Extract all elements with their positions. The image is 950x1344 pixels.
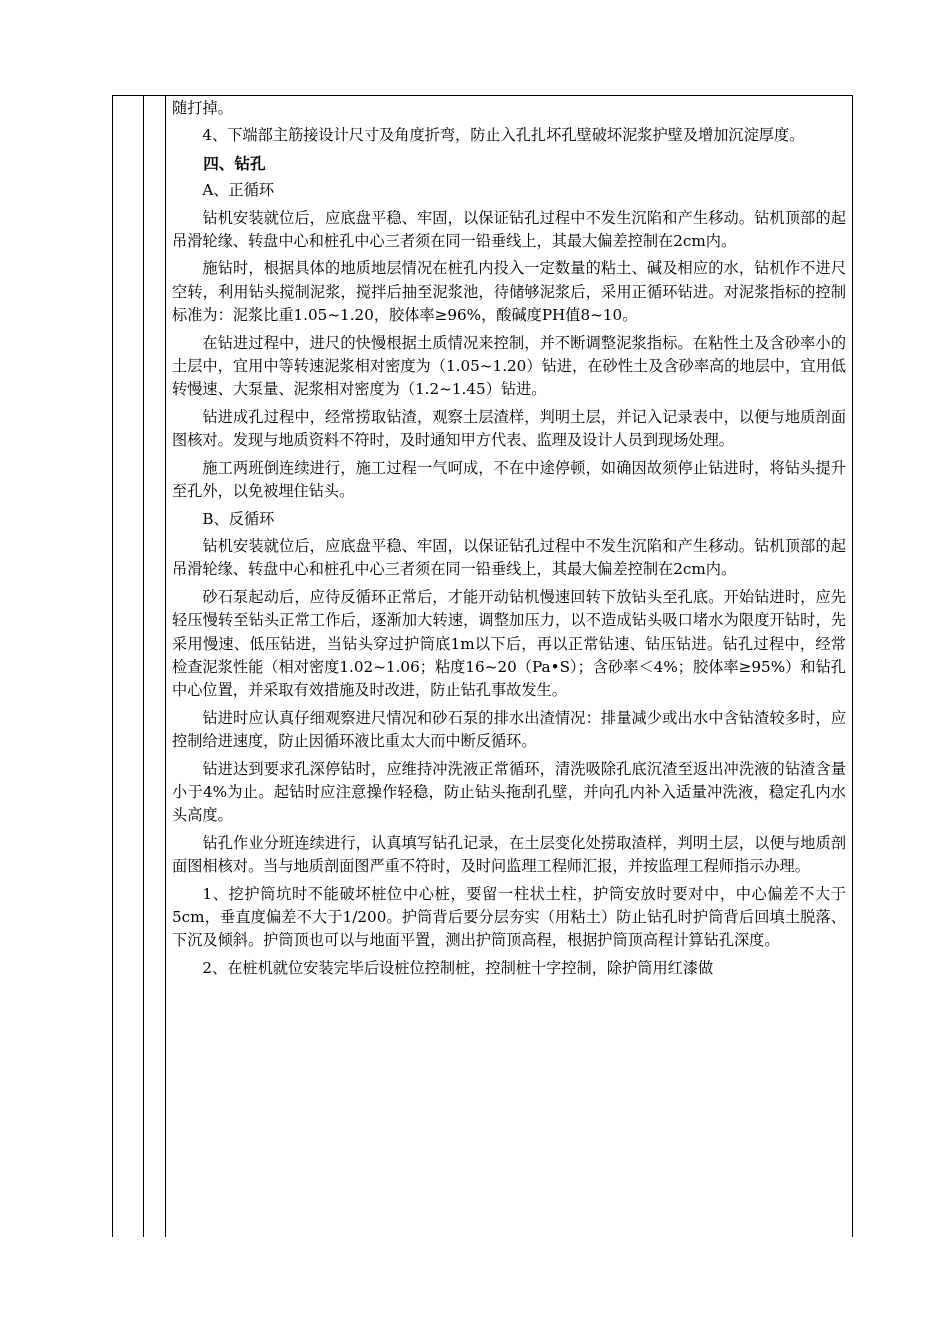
column-divider-1	[143, 95, 144, 1237]
paragraph: 钻进成孔过程中，经常捞取钻渣，观察土层渣样，判明土层，并记入记录表中，以便与地质剖面图核对。发现与地质资料不符时，及时通知甲方代表、监理及设计人员到现场处理。	[172, 407, 846, 450]
paragraph: 钻进达到要求孔深停钻时，应维持冲洗液正常循环，清洗吸除孔底沉渣至返出冲洗液的钻渣含量小于4%为止。起钻时应注意操作轻稳，防止钻头拖刮孔壁，并向孔内补入适量冲洗液，稳定孔内水头高度。	[172, 759, 846, 825]
column-divider-2	[165, 95, 166, 1237]
paragraph: 钻机安装就位后，应底盘平稳、牢固，以保证钻孔过程中不发生沉陷和产生移动。钻机顶部的起吊滑轮缘、转盘中心和桩孔中心三者须在同一铅垂线上，其最大偏差控制在2cm内。	[172, 208, 846, 251]
paragraph: 4、下端部主筋接设计尺寸及角度折弯，防止入孔扎坏孔壁破坏泥浆护壁及增加沉淀厚度。	[202, 126, 805, 145]
document-body	[172, 97, 846, 984]
paragraph: 施钻时，根据具体的地质地层情况在桩孔内投入一定数量的粘土、碱及相应的水，钻机作不进尺空转，利用钻头搅制泥浆，搅拌后抽至泥浆池，待储够泥浆后，采用正循环钻进。对泥浆指标的控制标准为：泥浆比重1.05~1.20，胶体率≥96%，酸碱度PH值8~10。	[172, 259, 846, 325]
paragraph: 施工两班倒连续进行，施工过程一气呵成，不在中途停顿，如确因故须停止钻进时，将钻头提升至孔外，以免被埋住钻头。	[172, 458, 846, 501]
paragraph: 钻孔作业分班连续进行，认真填写钻孔记录，在土层变化处捞取渣样，判明土层，以便与地质剖面图相核对。当与地质剖面图严重不符时，及时问监理工程师汇报，并按监理工程师指示办理。	[172, 833, 846, 876]
paragraph: 随打掉。	[172, 99, 233, 117]
paragraph: 钻进时应认真仔细观察进尺情况和砂石泵的排水出渣情况：排量减少或出水中含钻渣较多时，应控制给进速度，防止因循环液比重太大而中断反循环。	[172, 708, 846, 751]
subsection-heading: A、正循环	[202, 181, 275, 200]
paragraph: 2、在桩机就位安装完毕后设桩位控制桩，控制桩十字控制，除护筒用红漆做	[202, 958, 714, 977]
paragraph: 1、挖护筒坑时不能破坏桩位中心桩，要留一柱状土柱，护筒安放时要对中，中心偏差不大于5cm，垂直度偏差不大于1/200。护筒背后要分层夯实（用粘土）防止钻孔时护筒背后回填土脱落、下沉及倾斜。护筒顶也可以与地面平置，测出护筒顶高程，根据护筒顶高程计算钻孔深度。	[172, 884, 846, 950]
subsection-heading: B、反循环	[202, 509, 275, 528]
section-heading: 四、钻孔	[203, 153, 266, 173]
paragraph: 钻机安装就位后，应底盘平稳、牢固，以保证钻孔过程中不发生沉陷和产生移动。钻机顶部的起吊滑轮缘、转盘中心和桩孔中心三者须在同一铅垂线上，其最大偏差控制在2cm内。	[172, 536, 846, 579]
paragraph: 在钻进过程中，进尺的快慢根据土质情况来控制，并不断调整泥浆指标。在粘性土及含砂率小的土层中，宜用中等转速泥浆相对密度为（1.05~1.20）钻进，在砂性土及含砂率高的地层中，宜用低转慢速、大泵量、泥浆相对密度为（1.2~1.45）钻进。	[172, 333, 846, 399]
paragraph: 砂石泵起动后，应待反循环正常后，才能开动钻机慢速回转下放钻头至孔底。开始钻进时，应先轻压慢转至钻头正常工作后，逐渐加大转速，调整加压力，以不造成钻头吸口堵水为限度开钻时，先采用慢速、低压钻进，当钻头穿过护筒底1m以下后，再以正常钻速、钻压钻进。钻孔过程中，经常检查泥浆性能（相对密度1.02~1.06；粘度16~20（Pa•S）；含砂率＜4%；胶体率≥95%）和钻孔中心位置，并采取有效措施及时改进，防止钻孔事故发生。	[172, 587, 846, 700]
